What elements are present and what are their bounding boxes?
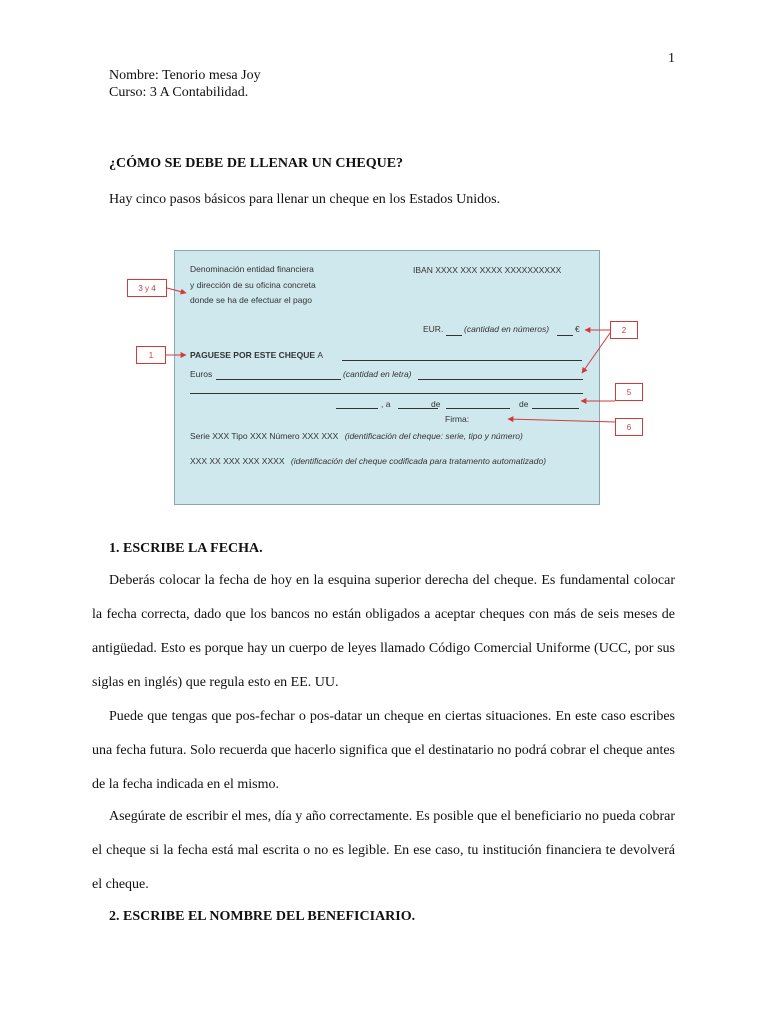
- callout-1: 1: [136, 346, 166, 364]
- eur-underline: [446, 335, 462, 336]
- bank-line-3: donde se ha de efectuar el pago: [190, 295, 312, 305]
- letters-hint: (cantidad en letra): [343, 369, 412, 379]
- intro-text: Hay cinco pasos básicos para llenar un cheque en los Estados Unidos.: [109, 192, 501, 207]
- eur-label: EUR.: [423, 324, 444, 334]
- course-line: Curso: 3 A Contabilidad.: [109, 85, 249, 100]
- pay-label: [190, 350, 323, 360]
- code-line: [190, 456, 546, 466]
- amount-underline: [557, 335, 573, 336]
- section-1-paragraph-2: Puede que tengas que pos-fechar o pos-datar un cheque en ciertas situaciones. En este caso escribes una fecha futura. Solo recuerda que hacerlo significa que el destinatario no podrá cobrar el cheque antes de la fecha indicada en el mismo.: [92, 709, 675, 792]
- euros-line: [216, 379, 341, 380]
- month-line: [446, 408, 510, 409]
- student-name: Nombre: Tenorio mesa Joy: [109, 68, 261, 83]
- date-a: , a: [381, 399, 391, 409]
- extra-line: [190, 393, 583, 394]
- place-line: [336, 408, 378, 409]
- pay-label-text: PAGUESE POR ESTE: [190, 350, 277, 360]
- callout-6: 6: [615, 418, 643, 436]
- document-title: ¿CÓMO SE DEBE DE LLENAR UN CHEQUE?: [109, 156, 404, 171]
- document-header: [109, 67, 261, 101]
- bank-line-2: y dirección de su oficina concreta: [190, 280, 316, 290]
- bank-line-1: Denominación entidad financiera: [190, 264, 314, 274]
- payee-line: [342, 360, 582, 361]
- callout-2: 2: [610, 321, 638, 339]
- euros-label: Euros: [190, 369, 213, 379]
- page-number: 1: [668, 51, 675, 66]
- code-hint: (identificación del cheque codificada para tratamento automatizado): [290, 456, 547, 466]
- cheque-diagram: [174, 250, 600, 505]
- section-1-heading: 1. ESCRIBE LA FECHA.: [109, 541, 263, 556]
- pay-to: A: [317, 350, 324, 360]
- letters-line: [418, 379, 583, 380]
- cheque-word: CHEQUE: [278, 350, 316, 360]
- iban-text: IBAN XXXX XXX XXXX XXXXXXXXXX: [413, 265, 562, 275]
- section-2-heading: 2. ESCRIBE EL NOMBRE DEL BENEFICIARIO.: [109, 909, 416, 924]
- section-1-paragraph-3: Asegúrate de escribir el mes, día y año correctamente. Es posible que el beneficiario no pueda cobrar el cheque si la fecha está mal escrita o no es legible. En ese caso, tu institución financiera te devolverá el cheque.: [92, 809, 675, 892]
- year-line: [532, 408, 579, 409]
- serie-line: [190, 431, 523, 441]
- callout-5: 5: [615, 383, 643, 401]
- serie-hint: (identificación del cheque: serie, tipo y número): [344, 431, 523, 441]
- date-de-1: de: [431, 399, 441, 409]
- callout-3-y-4: 3 y 4: [127, 279, 167, 297]
- section-1-paragraph-1: Deberás colocar la fecha de hoy en la esquina superior derecha del cheque. Es fundamental colocar la fecha correcta, dado que los bancos no están obligados a aceptar cheques con más de seis meses de antigüedad. Esto es porque hay un cuerpo de leyes llamado Código Comercial Uniforme (UCC, por sus siglas en inglés) que regula esto en EE. UU.: [92, 573, 675, 690]
- amount-hint: (cantidad en números): [464, 324, 550, 334]
- euro-symbol: €: [575, 324, 580, 334]
- date-de-2: de: [519, 399, 529, 409]
- firma-label: Firma:: [445, 414, 470, 424]
- code-text: XXX XX XXX XXX XXXX: [190, 456, 285, 466]
- serie-text: Serie XXX Tipo XXX Número XXX XXX: [190, 431, 339, 441]
